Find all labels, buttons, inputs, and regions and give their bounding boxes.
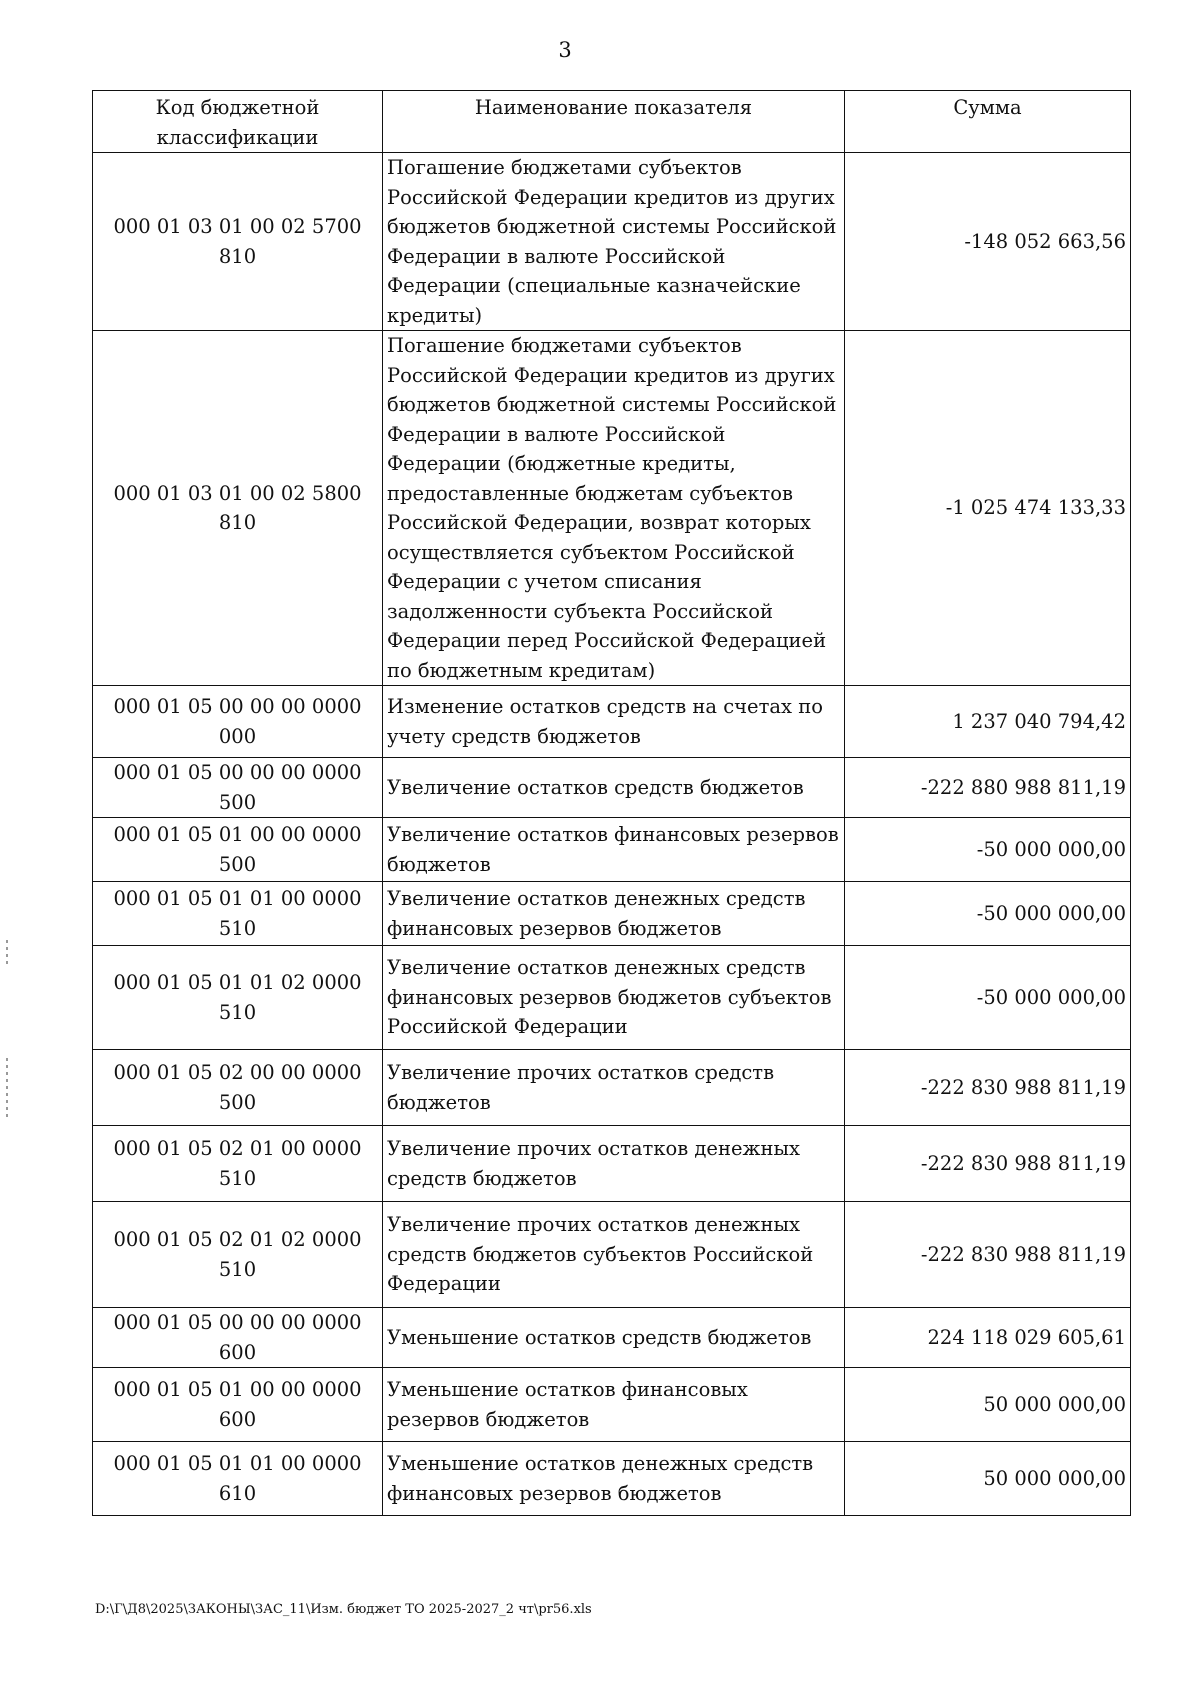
row-sum: 50 000 000,00 bbox=[845, 1368, 1131, 1442]
row-sum: -222 830 988 811,19 bbox=[845, 1050, 1131, 1126]
table-row bbox=[93, 153, 1131, 331]
table-row bbox=[93, 818, 1131, 882]
row-name: Увеличение остатков средств бюджетов bbox=[383, 758, 845, 818]
row-sum: -50 000 000,00 bbox=[845, 818, 1131, 882]
row-code: 000 01 05 00 00 00 0000 000 bbox=[93, 686, 383, 758]
row-sum: 50 000 000,00 bbox=[845, 1442, 1131, 1516]
row-name: Увеличение остатков денежных средств финансовых резервов бюджетов субъектов Российской Федерации bbox=[383, 946, 845, 1050]
row-code: 000 01 03 01 00 02 5800 810 bbox=[93, 331, 383, 686]
row-name: Увеличение прочих остатков денежных средств бюджетов субъектов Российской Федерации bbox=[383, 1202, 845, 1308]
row-code: 000 01 05 02 00 00 0000 500 bbox=[93, 1050, 383, 1126]
row-name: Увеличение остатков денежных средств финансовых резервов бюджетов bbox=[383, 882, 845, 946]
row-name: Уменьшение остатков финансовых резервов бюджетов bbox=[383, 1368, 845, 1442]
table-row bbox=[93, 1368, 1131, 1442]
row-sum: 224 118 029 605,61 bbox=[845, 1308, 1131, 1368]
scan-edge-mark bbox=[6, 1058, 8, 1118]
row-code: 000 01 05 01 01 02 0000 510 bbox=[93, 946, 383, 1050]
row-code: 000 01 05 02 01 00 0000 510 bbox=[93, 1126, 383, 1202]
row-sum: -50 000 000,00 bbox=[845, 882, 1131, 946]
row-code: 000 01 05 01 01 00 0000 610 bbox=[93, 1442, 383, 1516]
row-name: Увеличение прочих остатков денежных средств бюджетов bbox=[383, 1126, 845, 1202]
footer-file-path: D:\Г\Д8\2025\ЗАКОНЫ\ЗАС_11\Изм. бюджет ТО 2025-2027_2 чт\pr56.xls bbox=[95, 1602, 592, 1617]
scan-edge-mark bbox=[6, 940, 8, 968]
budget-classification-table bbox=[92, 90, 1131, 1516]
row-code: 000 01 03 01 00 02 5700 810 bbox=[93, 153, 383, 331]
table-row bbox=[93, 1126, 1131, 1202]
row-code: 000 01 05 01 00 00 0000 500 bbox=[93, 818, 383, 882]
row-sum: -222 830 988 811,19 bbox=[845, 1126, 1131, 1202]
row-name: Погашение бюджетами субъектов Российской Федерации кредитов из других бюджетов бюджетной системы Российской Федерации в валюте Российской Федерации (бюджетные кредиты, предоставленные бюджетам субъектов Российской Федерации, возврат которых осуществляется субъектом Российской Федерации с учетом списания задолженности субъекта Российской Федерации перед Российской Федерацией по бюджетным кредитам) bbox=[383, 331, 845, 686]
table-row bbox=[93, 758, 1131, 818]
row-code: 000 01 05 01 01 00 0000 510 bbox=[93, 882, 383, 946]
table-row bbox=[93, 686, 1131, 758]
row-sum: -1 025 474 133,33 bbox=[845, 331, 1131, 686]
table-row bbox=[93, 1202, 1131, 1308]
page-number: 3 bbox=[558, 38, 572, 62]
row-name: Изменение остатков средств на счетах по учету средств бюджетов bbox=[383, 686, 845, 758]
row-sum: 1 237 040 794,42 bbox=[845, 686, 1131, 758]
table-row bbox=[93, 1442, 1131, 1516]
row-name: Погашение бюджетами субъектов Российской Федерации кредитов из других бюджетов бюджетной системы Российской Федерации в валюте Российской Федерации (специальные казначейские кредиты) bbox=[383, 153, 845, 331]
row-code: 000 01 05 00 00 00 0000 600 bbox=[93, 1308, 383, 1368]
table-row bbox=[93, 946, 1131, 1050]
row-name: Уменьшение остатков денежных средств финансовых резервов бюджетов bbox=[383, 1442, 845, 1516]
table-row bbox=[93, 1308, 1131, 1368]
row-name: Уменьшение остатков средств бюджетов bbox=[383, 1308, 845, 1368]
row-sum: -222 830 988 811,19 bbox=[845, 1202, 1131, 1308]
table-header-row bbox=[93, 91, 1131, 153]
row-name: Увеличение остатков финансовых резервов бюджетов bbox=[383, 818, 845, 882]
row-sum: -222 880 988 811,19 bbox=[845, 758, 1131, 818]
row-sum: -148 052 663,56 bbox=[845, 153, 1131, 331]
row-code: 000 01 05 00 00 00 0000 500 bbox=[93, 758, 383, 818]
table-row bbox=[93, 331, 1131, 686]
row-code: 000 01 05 02 01 02 0000 510 bbox=[93, 1202, 383, 1308]
row-sum: -50 000 000,00 bbox=[845, 946, 1131, 1050]
header-sum: Сумма bbox=[845, 91, 1131, 153]
row-name: Увеличение прочих остатков средств бюджетов bbox=[383, 1050, 845, 1126]
table-row bbox=[93, 882, 1131, 946]
row-code: 000 01 05 01 00 00 0000 600 bbox=[93, 1368, 383, 1442]
header-code: Код бюджетной классификации bbox=[93, 91, 383, 153]
header-name: Наименование показателя bbox=[383, 91, 845, 153]
table-row bbox=[93, 1050, 1131, 1126]
